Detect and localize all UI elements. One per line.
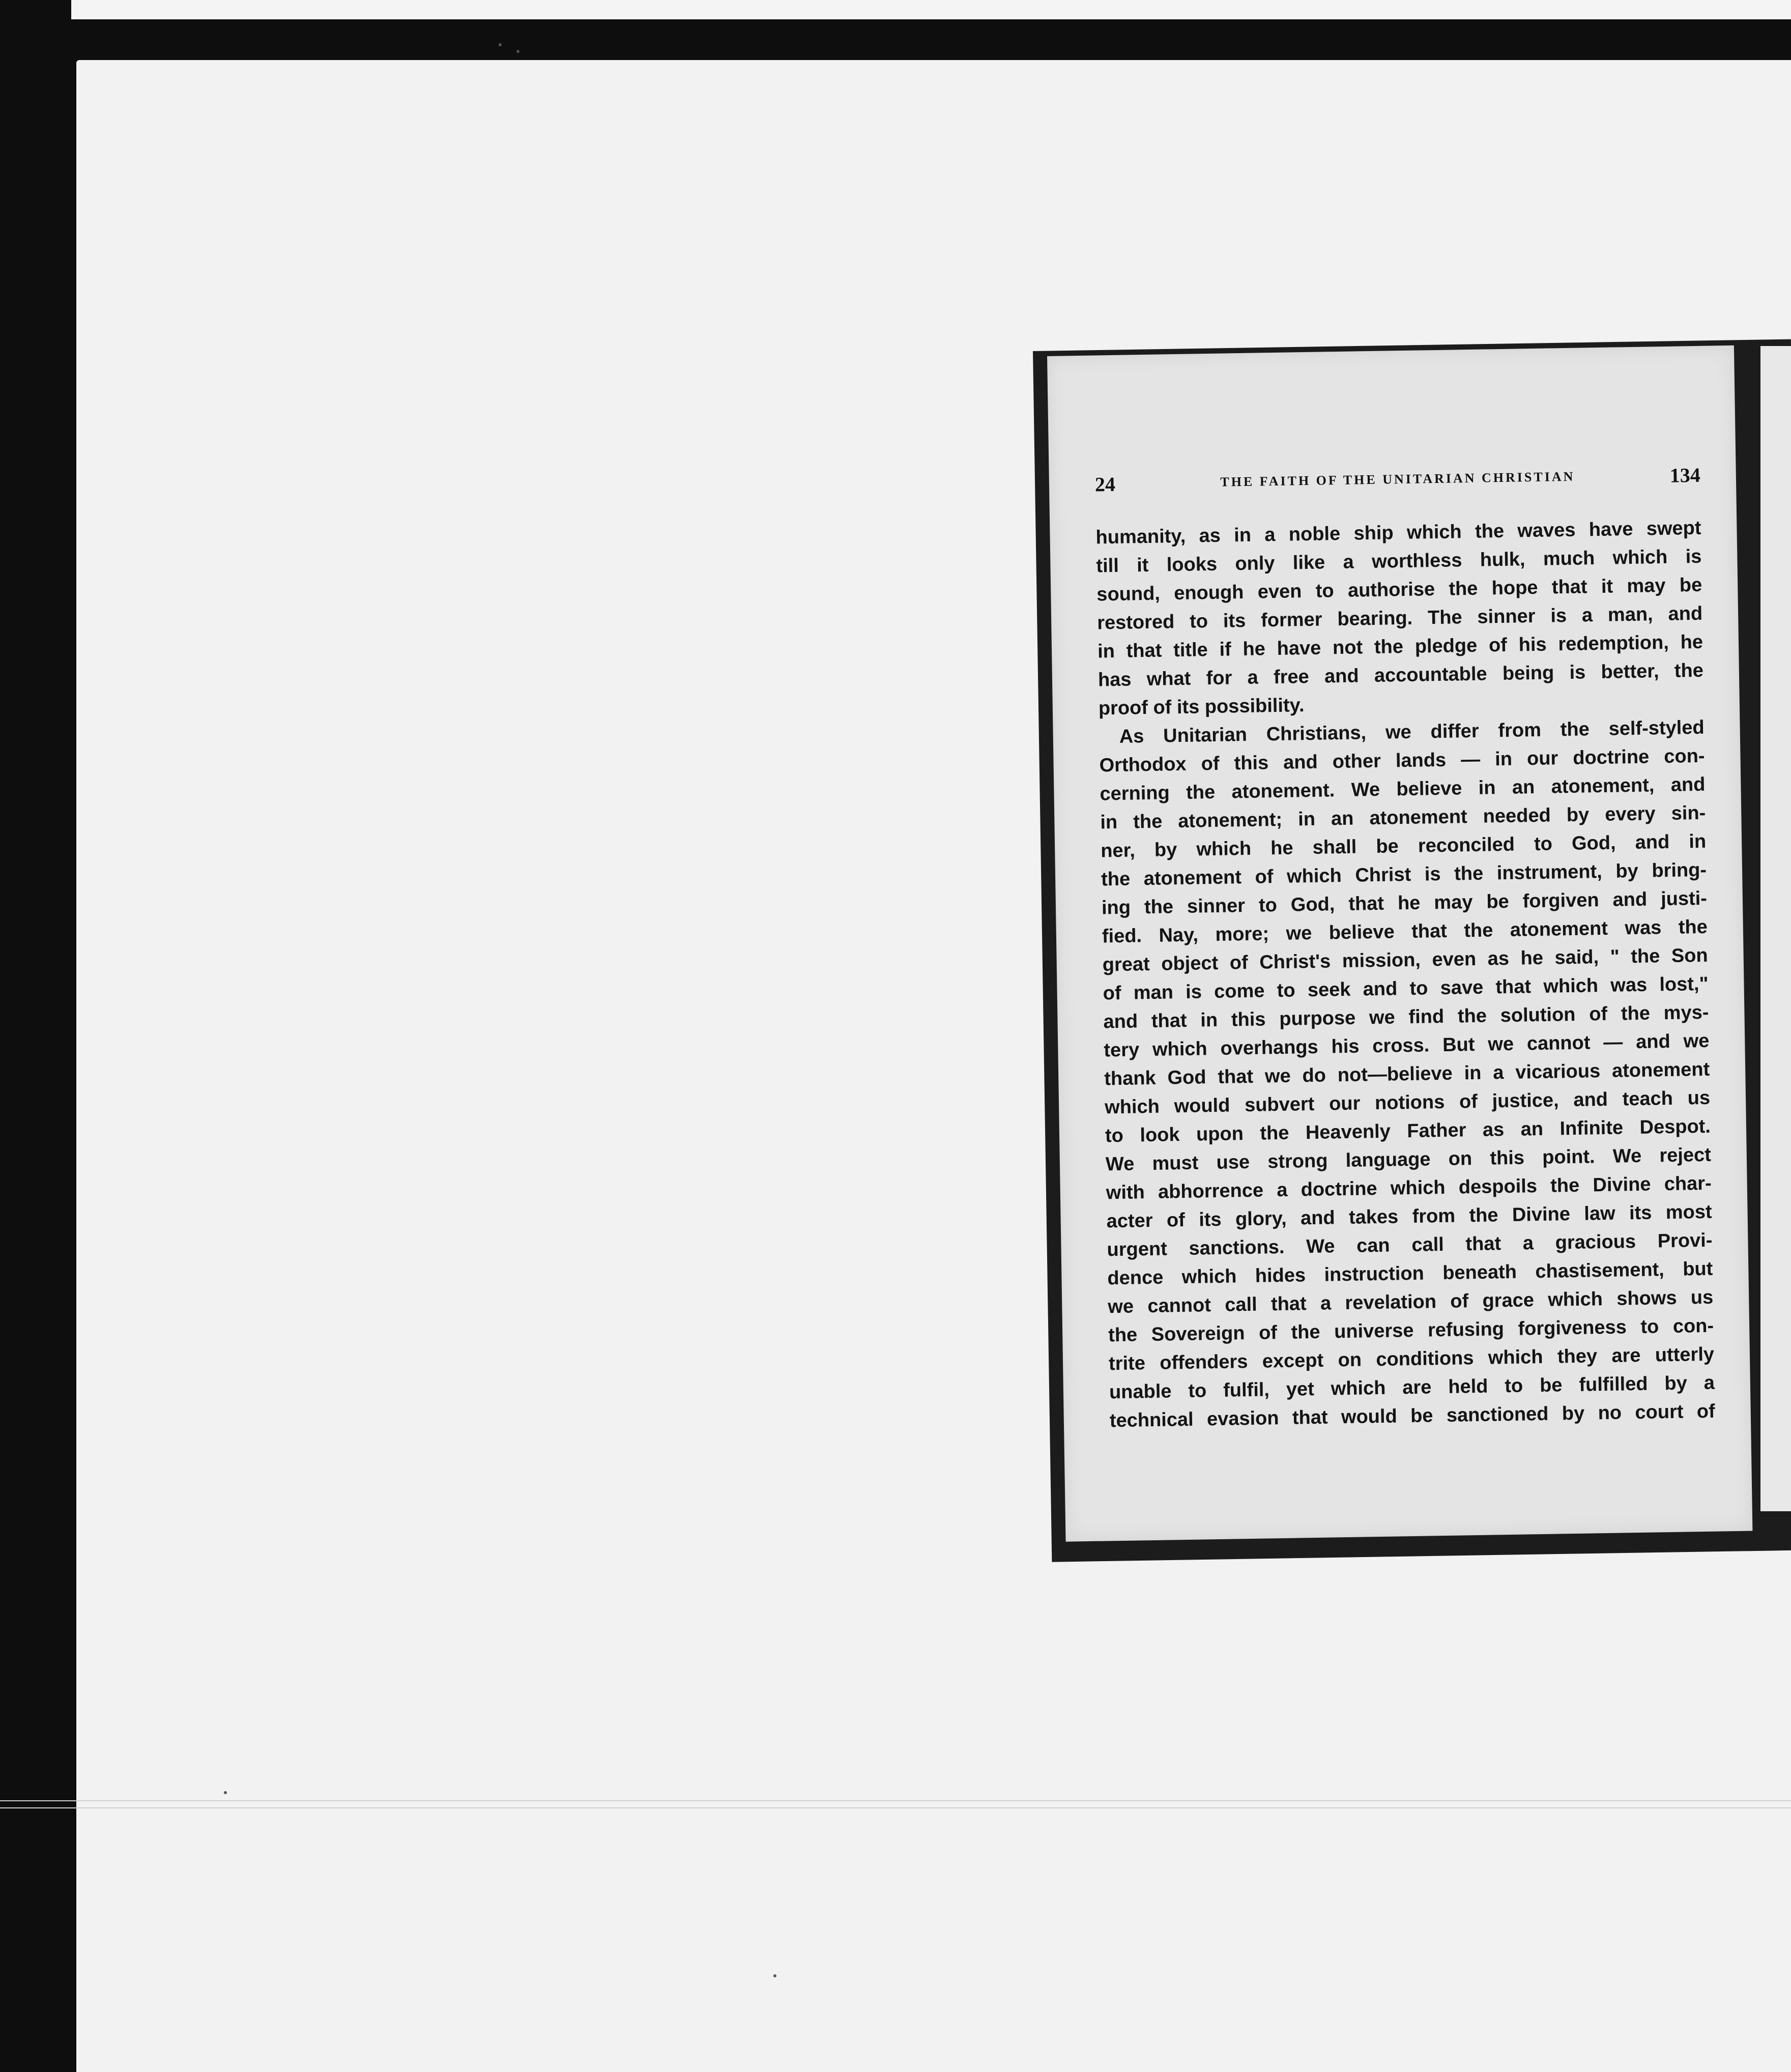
scan-artifact-line bbox=[0, 1807, 1791, 1808]
facing-page-edge bbox=[1760, 346, 1791, 1511]
running-head bbox=[1095, 463, 1701, 503]
page-number-right: 134 bbox=[1669, 463, 1701, 487]
dust-speck bbox=[499, 43, 502, 46]
text-line: dence which hides instruction beneath chastisement, but bbox=[1107, 1258, 1713, 1289]
text-line: humanity, as in a noble ship which the waves have swept bbox=[1095, 517, 1701, 549]
text-line: fied. Nay, more; we believe that the atonement was the bbox=[1102, 916, 1708, 947]
body-text bbox=[1095, 514, 1715, 1435]
text-line: the atonement of which Christ is the instrument, by bring- bbox=[1101, 859, 1707, 890]
text-line: in the atonement; in an atonement needed by every sin- bbox=[1100, 802, 1706, 833]
text-line: We must use strong language on this point. We reject bbox=[1105, 1144, 1712, 1175]
text-line: of man is come to seek and to save that which was lost," bbox=[1103, 973, 1709, 1004]
page-number-left: 24 bbox=[1094, 472, 1116, 496]
text-line: tery which overhangs his cross. But we cannot — and we bbox=[1104, 1030, 1710, 1061]
text-line: Orthodox of this and other lands — in our doctrine con- bbox=[1099, 745, 1705, 776]
top-film-edge bbox=[71, 0, 1791, 19]
text-line: ing the sinner to God, that he may be forgiven and justi- bbox=[1101, 887, 1708, 919]
text-line: proof of its possibility. bbox=[1098, 695, 1305, 720]
text-line: has what for a free and accountable being is better, the bbox=[1097, 659, 1704, 691]
text-line: thank God that we do not—believe in a vicarious atonement bbox=[1104, 1058, 1710, 1090]
dust-speck bbox=[516, 50, 519, 53]
text-line: and that in this purpose we find the solution of the mys- bbox=[1103, 1001, 1709, 1033]
text-line: As Unitarian Christians, we differ from the self-styled bbox=[1119, 716, 1705, 747]
text-line: trite offenders except on conditions which they are utterly bbox=[1108, 1343, 1715, 1375]
text-line: acter of its glory, and takes from the Divine law its most bbox=[1106, 1201, 1712, 1232]
text-line: technical evasion that would be sanctioned by no court of bbox=[1109, 1400, 1716, 1432]
text-line: sound, enough even to authorise the hope that it may be bbox=[1096, 574, 1702, 606]
text-line: unable to fulfil, yet which are held to be fulfilled by a bbox=[1109, 1372, 1715, 1403]
book-page bbox=[1047, 346, 1752, 1542]
text-line: ner, by which he shall be reconciled to God, and in bbox=[1100, 830, 1707, 862]
text-line: urgent sanctions. We can call that a gracious Provi- bbox=[1107, 1229, 1713, 1261]
text-line: with abhorrence a doctrine which despoils the Divine char- bbox=[1106, 1172, 1712, 1204]
text-line: cerning the atonement. We believe in an atonement, and bbox=[1100, 773, 1706, 805]
text-line: restored to its former bearing. The sinner is a man, and bbox=[1096, 602, 1703, 634]
text-line: till it looks only like a worthless hulk, much which is bbox=[1096, 545, 1702, 577]
scan-artifact-line bbox=[0, 1800, 1791, 1801]
text-line: we cannot call that a revelation of grace which shows us bbox=[1108, 1286, 1714, 1318]
text-line: in that title if he have not the pledge of his redemption, he bbox=[1097, 631, 1703, 663]
text-line: which would subvert our notions of justice, and teach us bbox=[1104, 1087, 1711, 1118]
dust-speck bbox=[773, 1974, 776, 1977]
text-line: to look upon the Heavenly Father as an Infinite Despot. bbox=[1105, 1115, 1711, 1147]
running-title: THE FAITH OF THE UNITARIAN CHRISTIAN bbox=[1220, 469, 1575, 490]
dust-speck bbox=[224, 1791, 227, 1794]
text-line: the Sovereign of the universe refusing forgiveness to con- bbox=[1108, 1315, 1714, 1346]
text-line: great object of Christ's mission, even as he said, " the Son bbox=[1102, 944, 1708, 976]
